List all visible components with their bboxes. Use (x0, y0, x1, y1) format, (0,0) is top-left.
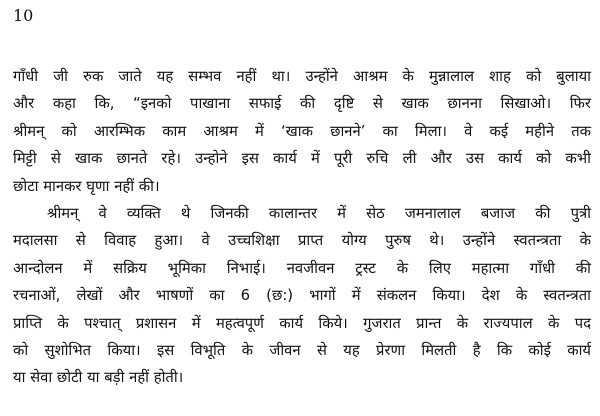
paragraph-line: और कहा कि, “इनको पाखाना सफाई की दृष्टि से खाक छानना सिखाओ। फिर (13, 95, 591, 113)
paragraph-line: गाँधी जी रुक जाते यह सम्भव नहीं था। उन्होंने आश्रम के मुन्नालाल शाह को बुलाया (13, 68, 591, 85)
paragraph-line: प्राप्ति के पश्चात् प्रशासन में महत्वपूर्ण कार्य किये। गुजरात प्रान्त के राज्यपाल के पद (13, 314, 591, 332)
body-text (13, 63, 591, 392)
paragraph-line: मिट्टी से खाक छानते रहे। उन्होने इस कार्य में पूरी रुचि ली और उस कार्य को कभी (13, 150, 591, 168)
paragraph-line: श्रीमन् वे व्यक्ति थे जिनकी कालान्तर में सेठ जमनालाल बजाज की पुत्री (47, 204, 591, 222)
page-number: 10 (13, 6, 34, 25)
paragraph-line: मदालसा से विवाह हुआ। वे उच्चशिक्षा प्राप्त योग्य पुरुष थे। उन्होंने स्वतन्त्रता के (13, 232, 591, 250)
paragraph-line: को सुशोभित किया। इस विभूति के जीवन से यह प्रेरणा मिलती है कि कोई कार्य (13, 341, 591, 359)
paragraph-line: आन्दोलन में सक्रिय भूमिका निभाई। नवजीवन ट्रस्ट के लिए महात्मा गाँधी की (13, 259, 591, 277)
paragraph-1 (13, 63, 591, 200)
paragraph-line: या सेवा छोटी या बड़ी नहीं होती। (13, 369, 184, 387)
paragraph-line: छोटा मानकर घृणा नहीं की। (13, 177, 160, 195)
paragraph-line: श्रीमन् को आरम्भिक काम आश्रम में ‘खाक छानने’ का मिला। वे कई महीने तक (13, 122, 591, 140)
paragraph-line: रचनाओं, लेखों और भाषणों का 6 (छ:) भागों में संकलन किया। देश के स्वतन्त्रता (13, 287, 591, 305)
paragraph-2 (13, 200, 591, 392)
